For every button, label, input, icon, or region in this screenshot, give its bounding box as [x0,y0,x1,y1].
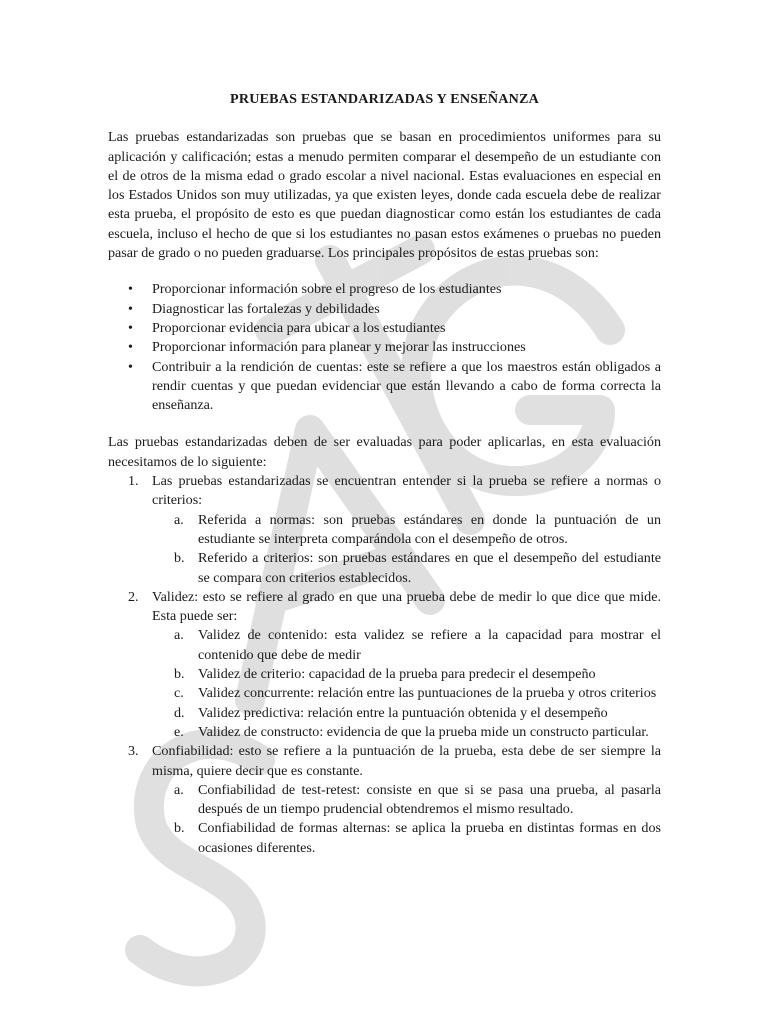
sub-item-letter: b. [174,820,185,837]
numbered-item [108,742,661,858]
sub-item-letter: c. [174,685,184,702]
list-item [108,338,661,357]
sub-item-letter: b. [174,666,185,683]
bullet-icon: • [128,300,133,317]
sub-item [152,723,661,742]
intro-paragraph: Las pruebas estandarizadas son pruebas que se basan en procedimientos uniformes para su aplicación y calificación; estas a menudo permiten comparar el desempeño de un estudiante con el de otros de la misma edad o grado escolar a nivel nacional. Estas evaluaciones en especial en los Estados Unidos son muy utilizadas, ya que existen leyes, donde cada escuela debe de realizar esta prueba, el propósito de esto es que puedan diagnosticar como están los estudiantes de cada escuela, incluso el hecho de que si los estudiantes no pasan estos exámenes o pruebas no pueden pasar de grado o no pueden graduarse. Los principales propósitos de estas pruebas son: [108,129,661,262]
list-item [108,319,661,338]
numbered-item-text: Confiabilidad: esto se refiere a la puntuación de la prueba, esta debe de ser siempre la misma, quiere decir que es constante. [152,743,661,779]
numbered-item [108,588,661,742]
document-title: PRUEBAS ESTANDARIZADAS Y ENSEÑANZA [230,91,539,107]
bullet-icon: • [128,281,133,298]
numbered-item [108,472,661,588]
sub-item [152,549,661,588]
sub-item-letter: e. [174,723,184,740]
sub-list [152,781,661,858]
document-body [108,90,661,858]
sub-item-text: Validez de contenido: esta validez se refiere a la capacidad para mostrar el contenido que debe de medir [198,627,661,663]
list-item [108,300,661,319]
list-item-text: Contribuir a la rendición de cuentas: este se refiere a que los maestros están obligados a rendir cuentas y que puedan evidenciar que están llevando a cabo de forma correcta la enseñanza. [152,358,661,414]
item-number: 2. [128,588,139,605]
numbered-item-text: Validez: esto se refiere al grado en que una prueba debe de medir lo que dice que mide. Esta puede ser: [152,588,661,625]
item-number: 3. [128,743,139,760]
sub-item-text: Validez concurrente: relación entre las puntuaciones de la prueba y otros criterios [198,685,657,702]
bullet-icon: • [128,339,133,356]
sub-item-letter: b. [174,550,185,567]
sub-item-letter: a. [174,781,184,798]
list-item-text: Diagnosticar las fortalezas y debilidades [152,300,380,317]
purposes-list [108,280,661,415]
list-item-text: Proporcionar información para planear y mejorar las instrucciones [152,339,526,356]
list-item [108,280,661,299]
sub-item [152,819,661,858]
sub-item-letter: d. [174,704,185,721]
sub-item-text: Referido a criterios: son pruebas estándares en que el desempeño del estudiante se compara con criterios establecidos. [198,550,661,586]
sub-item-text: Referida a normas: son pruebas estándares en donde la puntuación de un estudiante se interpreta comparándola con el desempeño de otros. [198,511,661,547]
sub-item-text: Confiabilidad de test-retest: consiste en que si se pasa una prueba, al pasarla después de un tiempo prudencial obtendremos el mismo resultado. [198,781,661,818]
list-item-text: Proporcionar información sobre el progreso de los estudiantes [152,281,502,298]
sub-item [152,704,661,723]
sub-item [152,684,661,703]
sub-item [152,511,661,550]
sub-item-text: Validez de criterio: capacidad de la prueba para predecir el desempeño [198,666,596,683]
sub-list [152,511,661,588]
numbered-item-text: Las pruebas estandarizadas se encuentran entender si la prueba se refiere a normas o criterios: [152,473,661,509]
item-number: 1. [128,473,139,490]
evaluation-paragraph: Las pruebas estandarizadas deben de ser evaluadas para poder aplicarlas, en esta evaluación necesitamos de lo siguiente: [108,434,661,470]
list-item [108,358,661,416]
sub-item [152,665,661,684]
sub-list [152,626,661,742]
sub-item-letter: a. [174,627,184,644]
sub-item-text: Validez predictiva: relación entre la puntuación obtenida y el desempeño [198,704,608,721]
list-item-text: Proporcionar evidencia para ubicar a los estudiantes [152,319,446,336]
bullet-icon: • [128,358,133,375]
sub-item [152,626,661,665]
sub-item-text: Validez de constructo: evidencia de que la prueba mide un constructo particular. [198,723,649,740]
evaluation-list [108,472,661,858]
sub-item-letter: a. [174,511,184,528]
sub-item [152,781,661,820]
sub-item-text: Confiabilidad de formas alternas: se aplica la prueba en distintas formas en dos ocasiones diferentes. [198,820,661,856]
bullet-icon: • [128,319,133,336]
